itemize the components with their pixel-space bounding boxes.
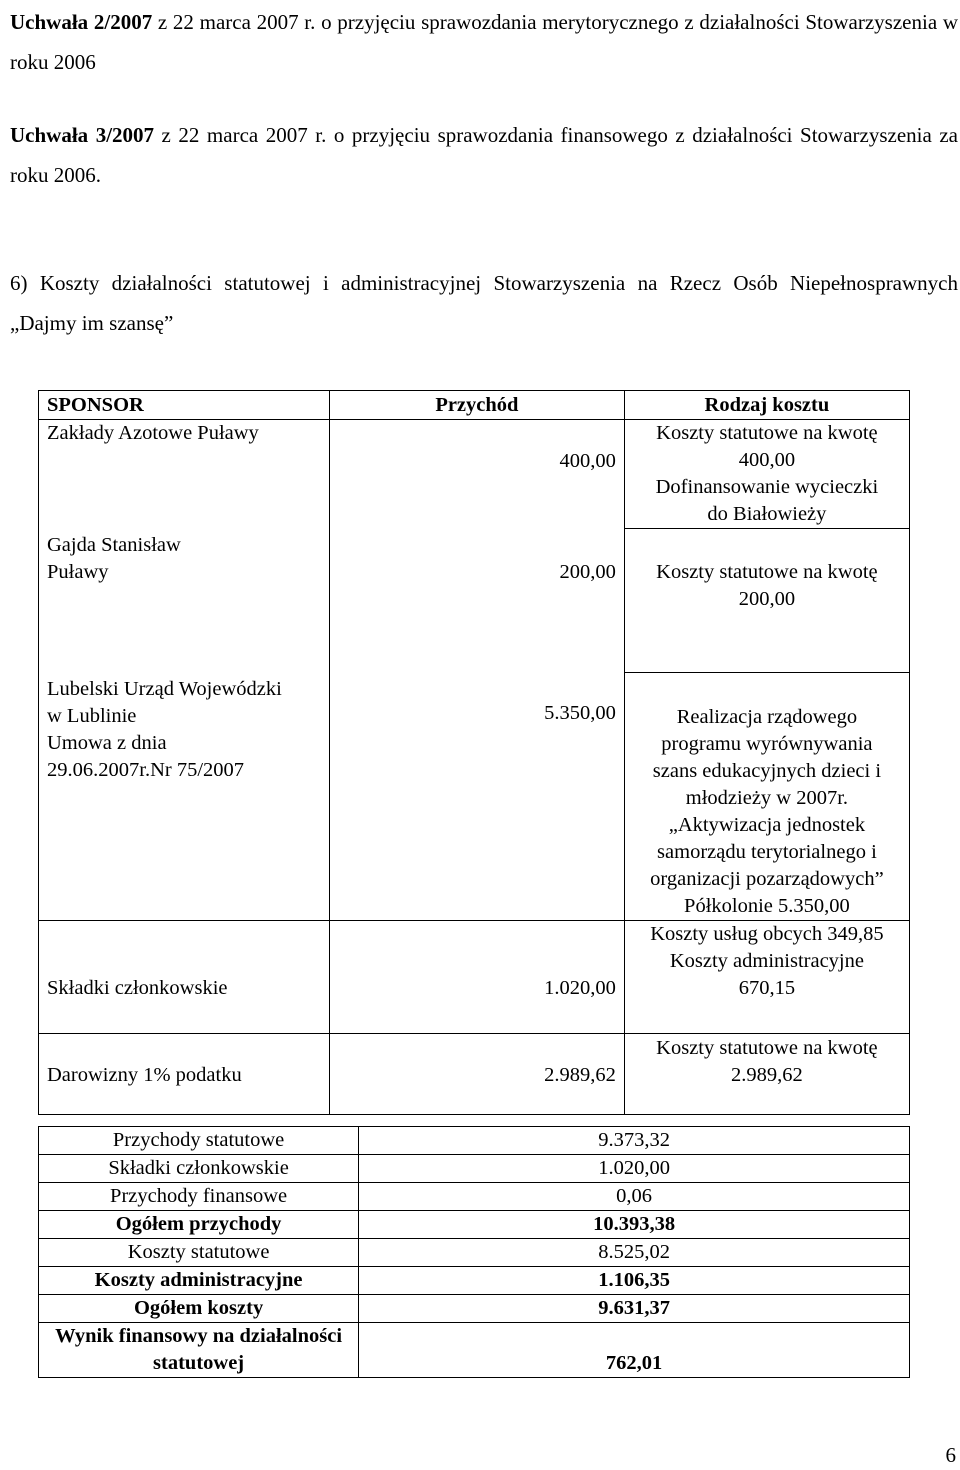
cost-type-line: Koszty usług obcych 349,85: [650, 922, 884, 945]
summary-row: [39, 1267, 910, 1295]
summary-label: Ogółem przychody: [39, 1211, 359, 1239]
cost-type-line: 2.989,62: [731, 1063, 803, 1086]
income-amount: 200,00: [559, 561, 616, 583]
income-amount: 5.350,00: [544, 702, 616, 724]
cost-type-line: szans edukacyjnych dzieci i: [652, 759, 882, 782]
summary-value: 1.020,00: [359, 1155, 910, 1183]
cost-type-line: Realizacja rządowego: [676, 705, 858, 728]
table-row: [39, 920, 910, 1033]
resolution-2-text: z 22 marca 2007 r. o przyjęciu sprawozdania merytorycznego z działalności Stowarzyszenia w roku 2006: [10, 10, 958, 74]
summary-row: [39, 1239, 910, 1267]
table-row: [39, 672, 910, 920]
sponsor-name: Puławy: [47, 561, 109, 583]
cost-type-line: Koszty administracyjne: [669, 949, 864, 972]
sponsor-name: Darowizny 1% podatku: [47, 1063, 242, 1086]
header-cost-type: Rodzaj kosztu: [624, 391, 909, 420]
table-row: [39, 1033, 910, 1114]
sponsors-table: [38, 390, 910, 1115]
resolution-2-2007: [10, 2, 958, 82]
resolution-3-title: Uchwała 3/2007: [10, 123, 155, 147]
section-6-heading: 6) Koszty działalności statutowej i administracyjnej Stowarzyszenia na Rzecz Osób Niepełnosprawnych „Dajmy im szansę”: [10, 271, 958, 335]
income-amount: 1.020,00: [544, 976, 616, 999]
resolution-2-title: Uchwała 2/2007: [10, 10, 153, 34]
cost-type-line: „Aktywizacja jednostek: [668, 813, 866, 836]
table-row: [39, 532, 910, 672]
cost-type-line: 670,15: [738, 976, 796, 999]
summary-label: Składki członkowskie: [39, 1155, 359, 1183]
summary-label: Przychody finansowe: [39, 1183, 359, 1211]
summary-value: 8.525,02: [359, 1239, 910, 1267]
sponsor-name: Składki członkowskie: [47, 976, 228, 999]
cost-type-line: 400,00: [738, 449, 796, 471]
sponsor-name: w Lublinie: [47, 705, 137, 727]
summary-value: 10.393,38: [359, 1211, 910, 1239]
sponsor-name: Gajda Stanisław: [47, 534, 181, 556]
summary-label: Przychody statutowe: [39, 1127, 359, 1155]
summary-row: [39, 1155, 910, 1183]
cost-type-line: programu wyrównywania: [661, 732, 873, 755]
summary-value: 9.373,32: [359, 1127, 910, 1155]
cost-type-line: 200,00: [738, 588, 796, 610]
resolution-3-2007: [10, 115, 958, 195]
summary-table: [38, 1126, 910, 1378]
summary-value: 9.631,37: [359, 1295, 910, 1323]
summary-label: Koszty statutowe: [39, 1239, 359, 1267]
page-number: 6: [945, 1443, 956, 1467]
table-header-row: [39, 391, 910, 420]
income-amount: 2.989,62: [544, 1063, 616, 1086]
cost-type-line: Dofinansowanie wycieczki: [655, 476, 879, 498]
summary-value: 1.106,35: [359, 1267, 910, 1295]
summary-row: [39, 1323, 910, 1378]
summary-value: 0,06: [359, 1183, 910, 1211]
sponsor-name: Umowa z dnia: [47, 732, 167, 754]
summary-row: [39, 1183, 910, 1211]
header-sponsor: SPONSOR: [39, 391, 330, 420]
summary-row: [39, 1211, 910, 1239]
cost-type-line: Półkolonie 5.350,00: [684, 894, 850, 917]
summary-label: Ogółem koszty: [39, 1295, 359, 1323]
cost-type-line: samorządu terytorialnego i: [657, 840, 877, 863]
summary-value: 762,01: [359, 1323, 910, 1378]
summary-label: Koszty administracyjne: [39, 1267, 359, 1295]
sponsor-name: Zakłady Azotowe Puławy: [47, 422, 259, 444]
resolution-3-text: z 22 marca 2007 r. o przyjęciu sprawozdania finansowego z działalności Stowarzyszenia za roku 2006.: [10, 123, 958, 187]
sponsor-name: Lubelski Urząd Wojewódzki: [47, 678, 282, 700]
cost-type-line: Koszty statutowe na kwotę: [656, 422, 878, 444]
cost-type-line: do Białowieży: [625, 501, 909, 529]
summary-label: Wynik finansowy na działalności: [55, 1325, 343, 1347]
cost-type-line: Koszty statutowe na kwotę: [656, 1036, 878, 1059]
header-income: Przychód: [329, 391, 624, 420]
summary-row: [39, 1295, 910, 1323]
cost-type-line: młodzieży w 2007r.: [685, 786, 849, 809]
cost-type-line: Koszty statutowe na kwotę: [656, 561, 878, 583]
sponsor-name: 29.06.2007r.Nr 75/2007: [47, 759, 245, 781]
cost-type-line: organizacji pozarządowych”: [650, 867, 884, 890]
summary-label: statutowej: [153, 1352, 245, 1374]
income-amount: 400,00: [559, 450, 616, 472]
table-row: [39, 420, 910, 533]
summary-row: [39, 1127, 910, 1155]
